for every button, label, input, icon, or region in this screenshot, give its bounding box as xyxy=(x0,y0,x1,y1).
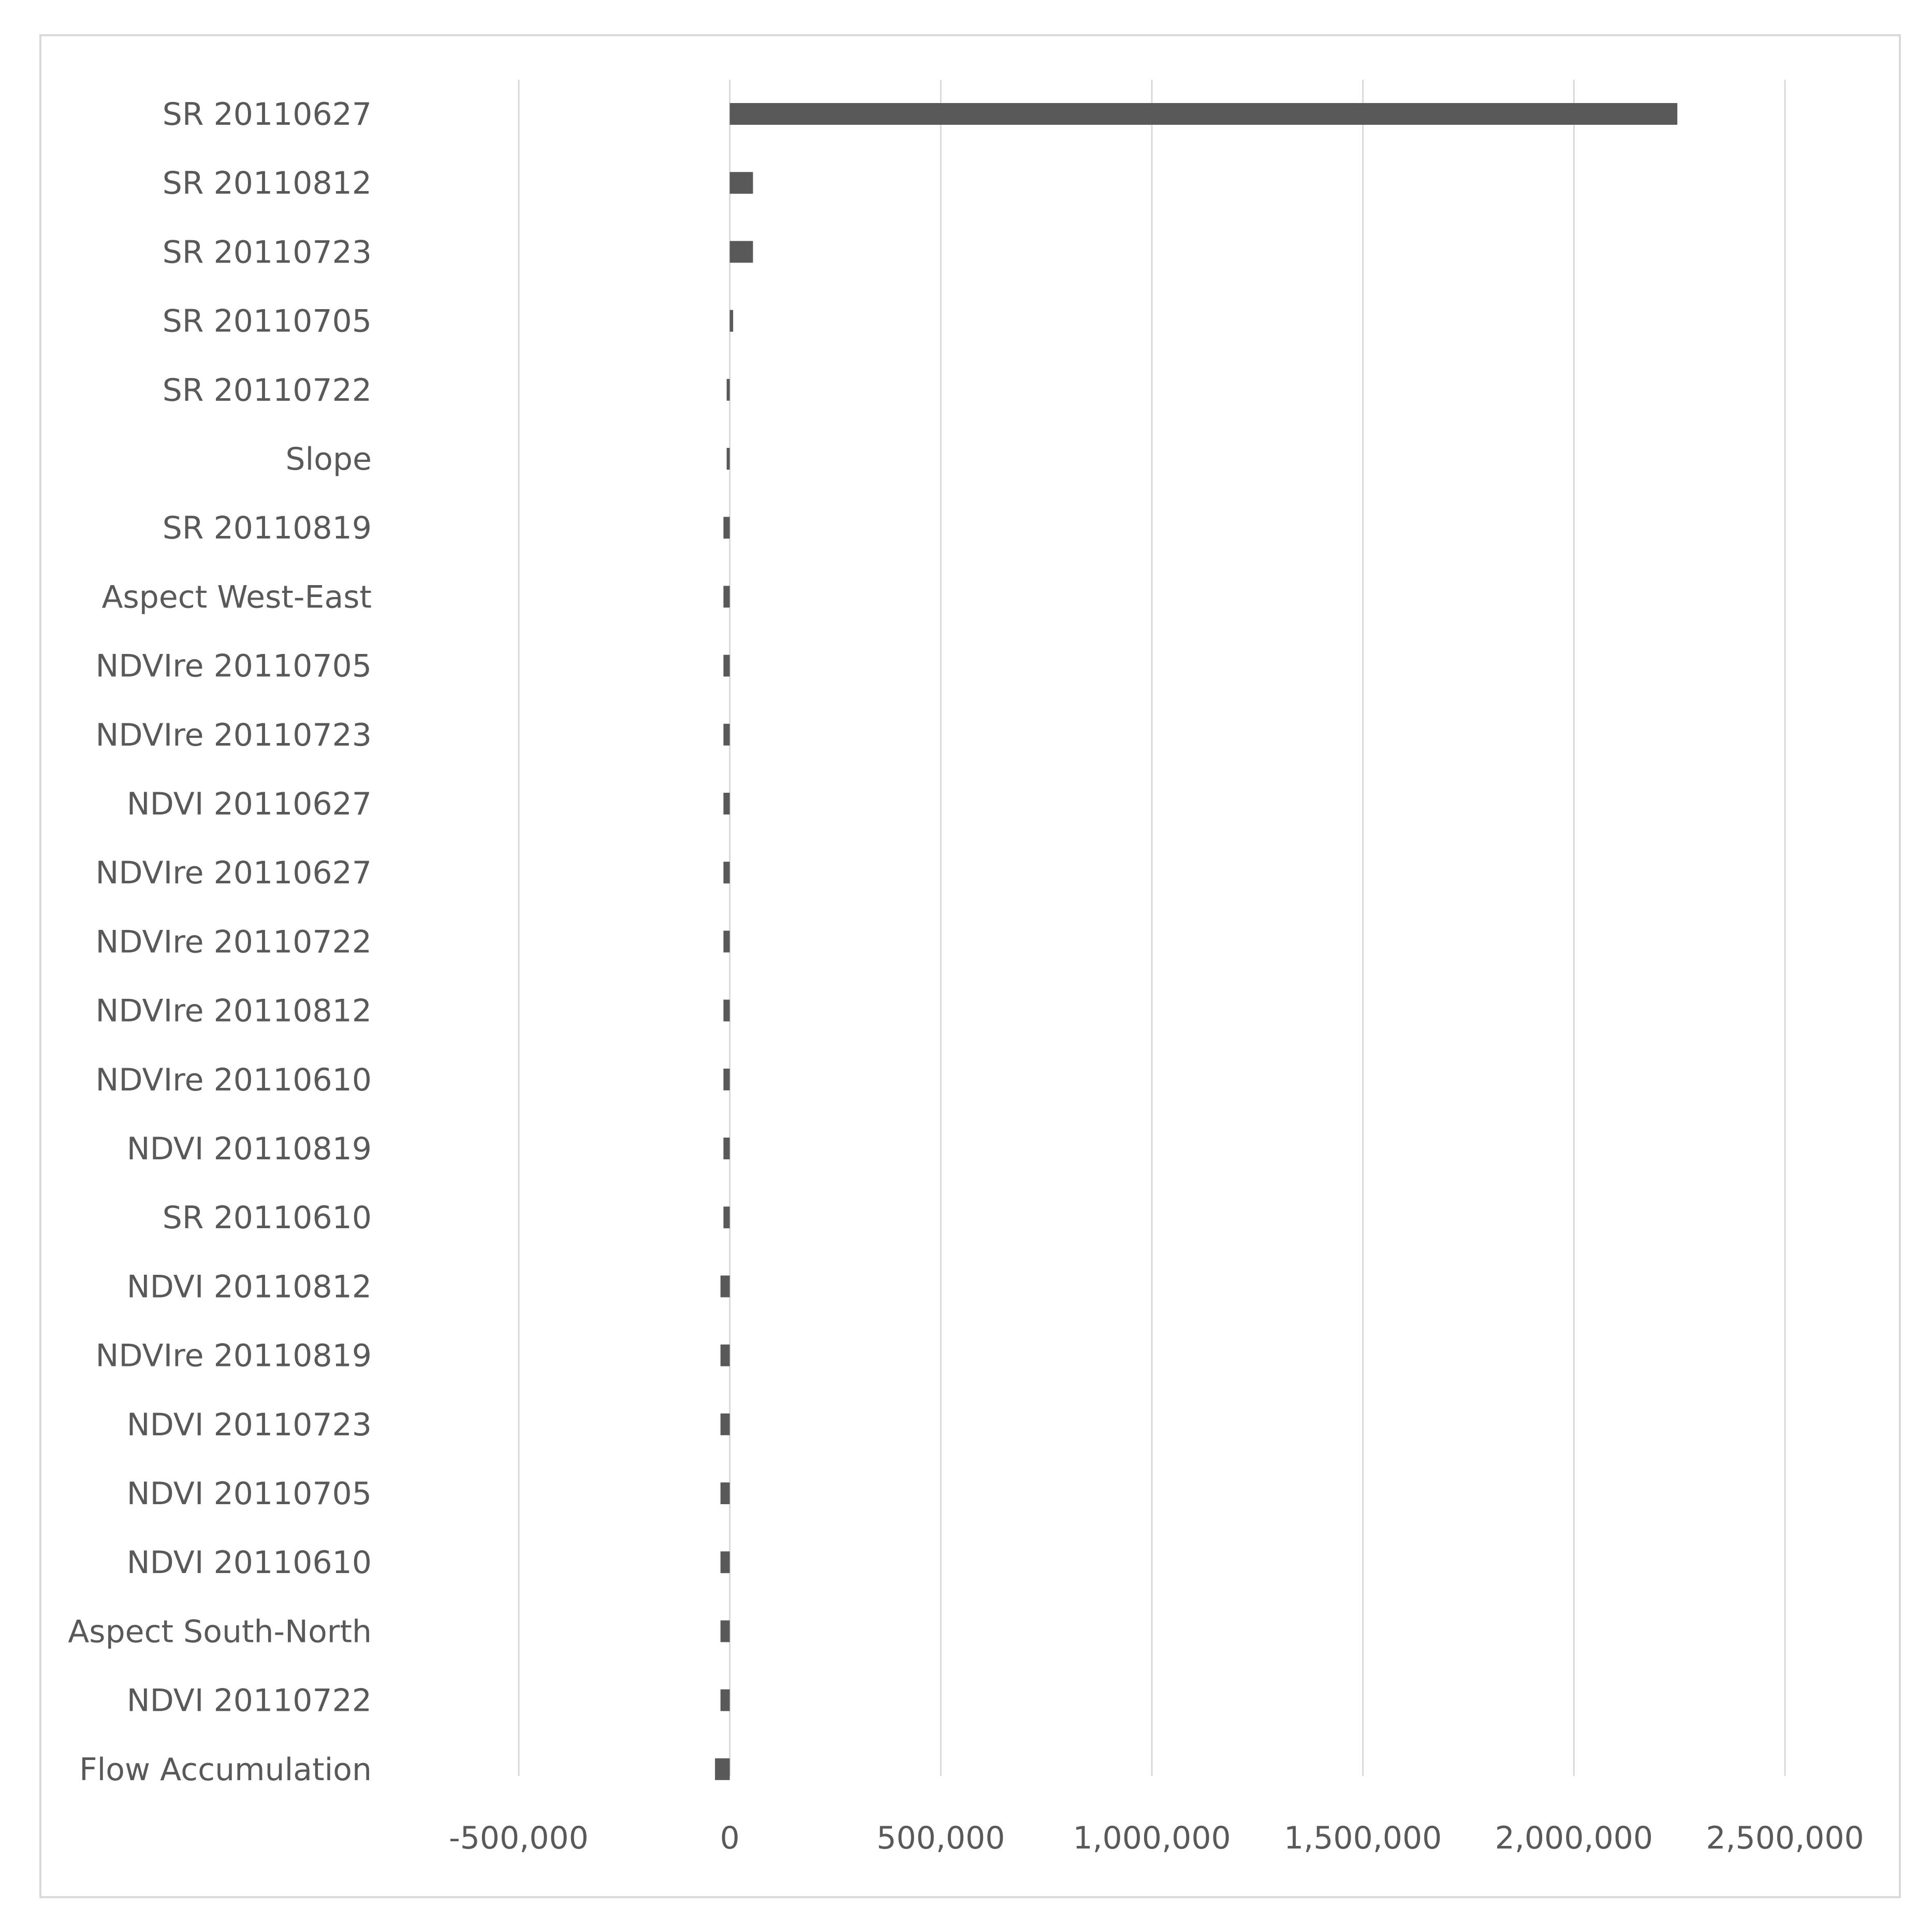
bar xyxy=(730,310,734,332)
bar xyxy=(721,1551,730,1573)
bar xyxy=(723,517,729,539)
bar xyxy=(723,1138,729,1159)
category-label: NDVI 20110627 xyxy=(126,786,372,822)
category-label: NDVI 20110722 xyxy=(126,1682,372,1719)
bar xyxy=(721,1345,730,1366)
category-label: Slope xyxy=(285,441,372,477)
category-label: NDVIre 20110610 xyxy=(95,1061,372,1098)
grid-lines xyxy=(519,80,1785,1776)
bar xyxy=(723,930,729,952)
bar xyxy=(723,586,729,607)
category-label: NDVIre 20110723 xyxy=(95,717,372,753)
category-label: SR 20110722 xyxy=(162,372,372,409)
bar xyxy=(721,1275,730,1297)
category-label: SR 20110610 xyxy=(162,1200,372,1236)
category-labels xyxy=(68,96,372,1788)
x-tick-label: 2,000,000 xyxy=(1495,1820,1653,1856)
category-label: NDVI 20110705 xyxy=(126,1476,372,1512)
bar xyxy=(721,1414,730,1435)
bar xyxy=(730,172,753,194)
category-label: NDVIre 20110812 xyxy=(95,993,372,1029)
x-tick-label: 1,500,000 xyxy=(1283,1820,1442,1856)
category-label: SR 20110627 xyxy=(162,96,372,133)
bar xyxy=(723,793,729,814)
bar xyxy=(727,448,730,470)
category-label: NDVIre 20110819 xyxy=(95,1337,372,1374)
x-tick-label: -500,000 xyxy=(449,1820,589,1856)
bar xyxy=(730,241,753,263)
chart-frame xyxy=(39,34,1901,1898)
x-tick-label: 2,500,000 xyxy=(1706,1820,1864,1856)
category-label: NDVI 20110610 xyxy=(126,1545,372,1581)
category-label: NDVIre 20110705 xyxy=(95,648,372,685)
x-tick-label: 1,000,000 xyxy=(1073,1820,1231,1856)
category-label: NDVI 20110812 xyxy=(126,1269,372,1305)
bars xyxy=(715,103,1677,1780)
bar xyxy=(723,1206,729,1228)
bar xyxy=(723,1000,729,1022)
x-tick-labels xyxy=(449,1820,1864,1856)
x-tick-label: 500,000 xyxy=(876,1820,1005,1856)
category-label: Aspect South-North xyxy=(68,1613,372,1650)
category-label: SR 20110723 xyxy=(162,234,372,271)
category-label: Flow Accumulation xyxy=(79,1751,372,1788)
category-label: NDVI 20110819 xyxy=(126,1131,372,1167)
bar xyxy=(721,1690,730,1711)
bar xyxy=(727,379,730,401)
bar xyxy=(721,1482,730,1504)
category-label: Aspect West-East xyxy=(101,579,372,616)
bar xyxy=(723,655,729,677)
bar xyxy=(721,1620,730,1642)
category-label: SR 20110819 xyxy=(162,510,372,547)
bar xyxy=(730,103,1677,125)
bar xyxy=(723,724,729,746)
bar xyxy=(723,1069,729,1090)
category-label: NDVIre 20110627 xyxy=(95,855,372,892)
category-label: NDVIre 20110722 xyxy=(95,924,372,961)
bar xyxy=(723,862,729,883)
x-tick-label: 0 xyxy=(720,1820,740,1856)
category-label: SR 20110812 xyxy=(162,165,372,202)
bar xyxy=(715,1758,730,1780)
category-label: SR 20110705 xyxy=(162,303,372,340)
category-label: NDVI 20110723 xyxy=(126,1406,372,1443)
bar-chart xyxy=(41,36,1899,1896)
